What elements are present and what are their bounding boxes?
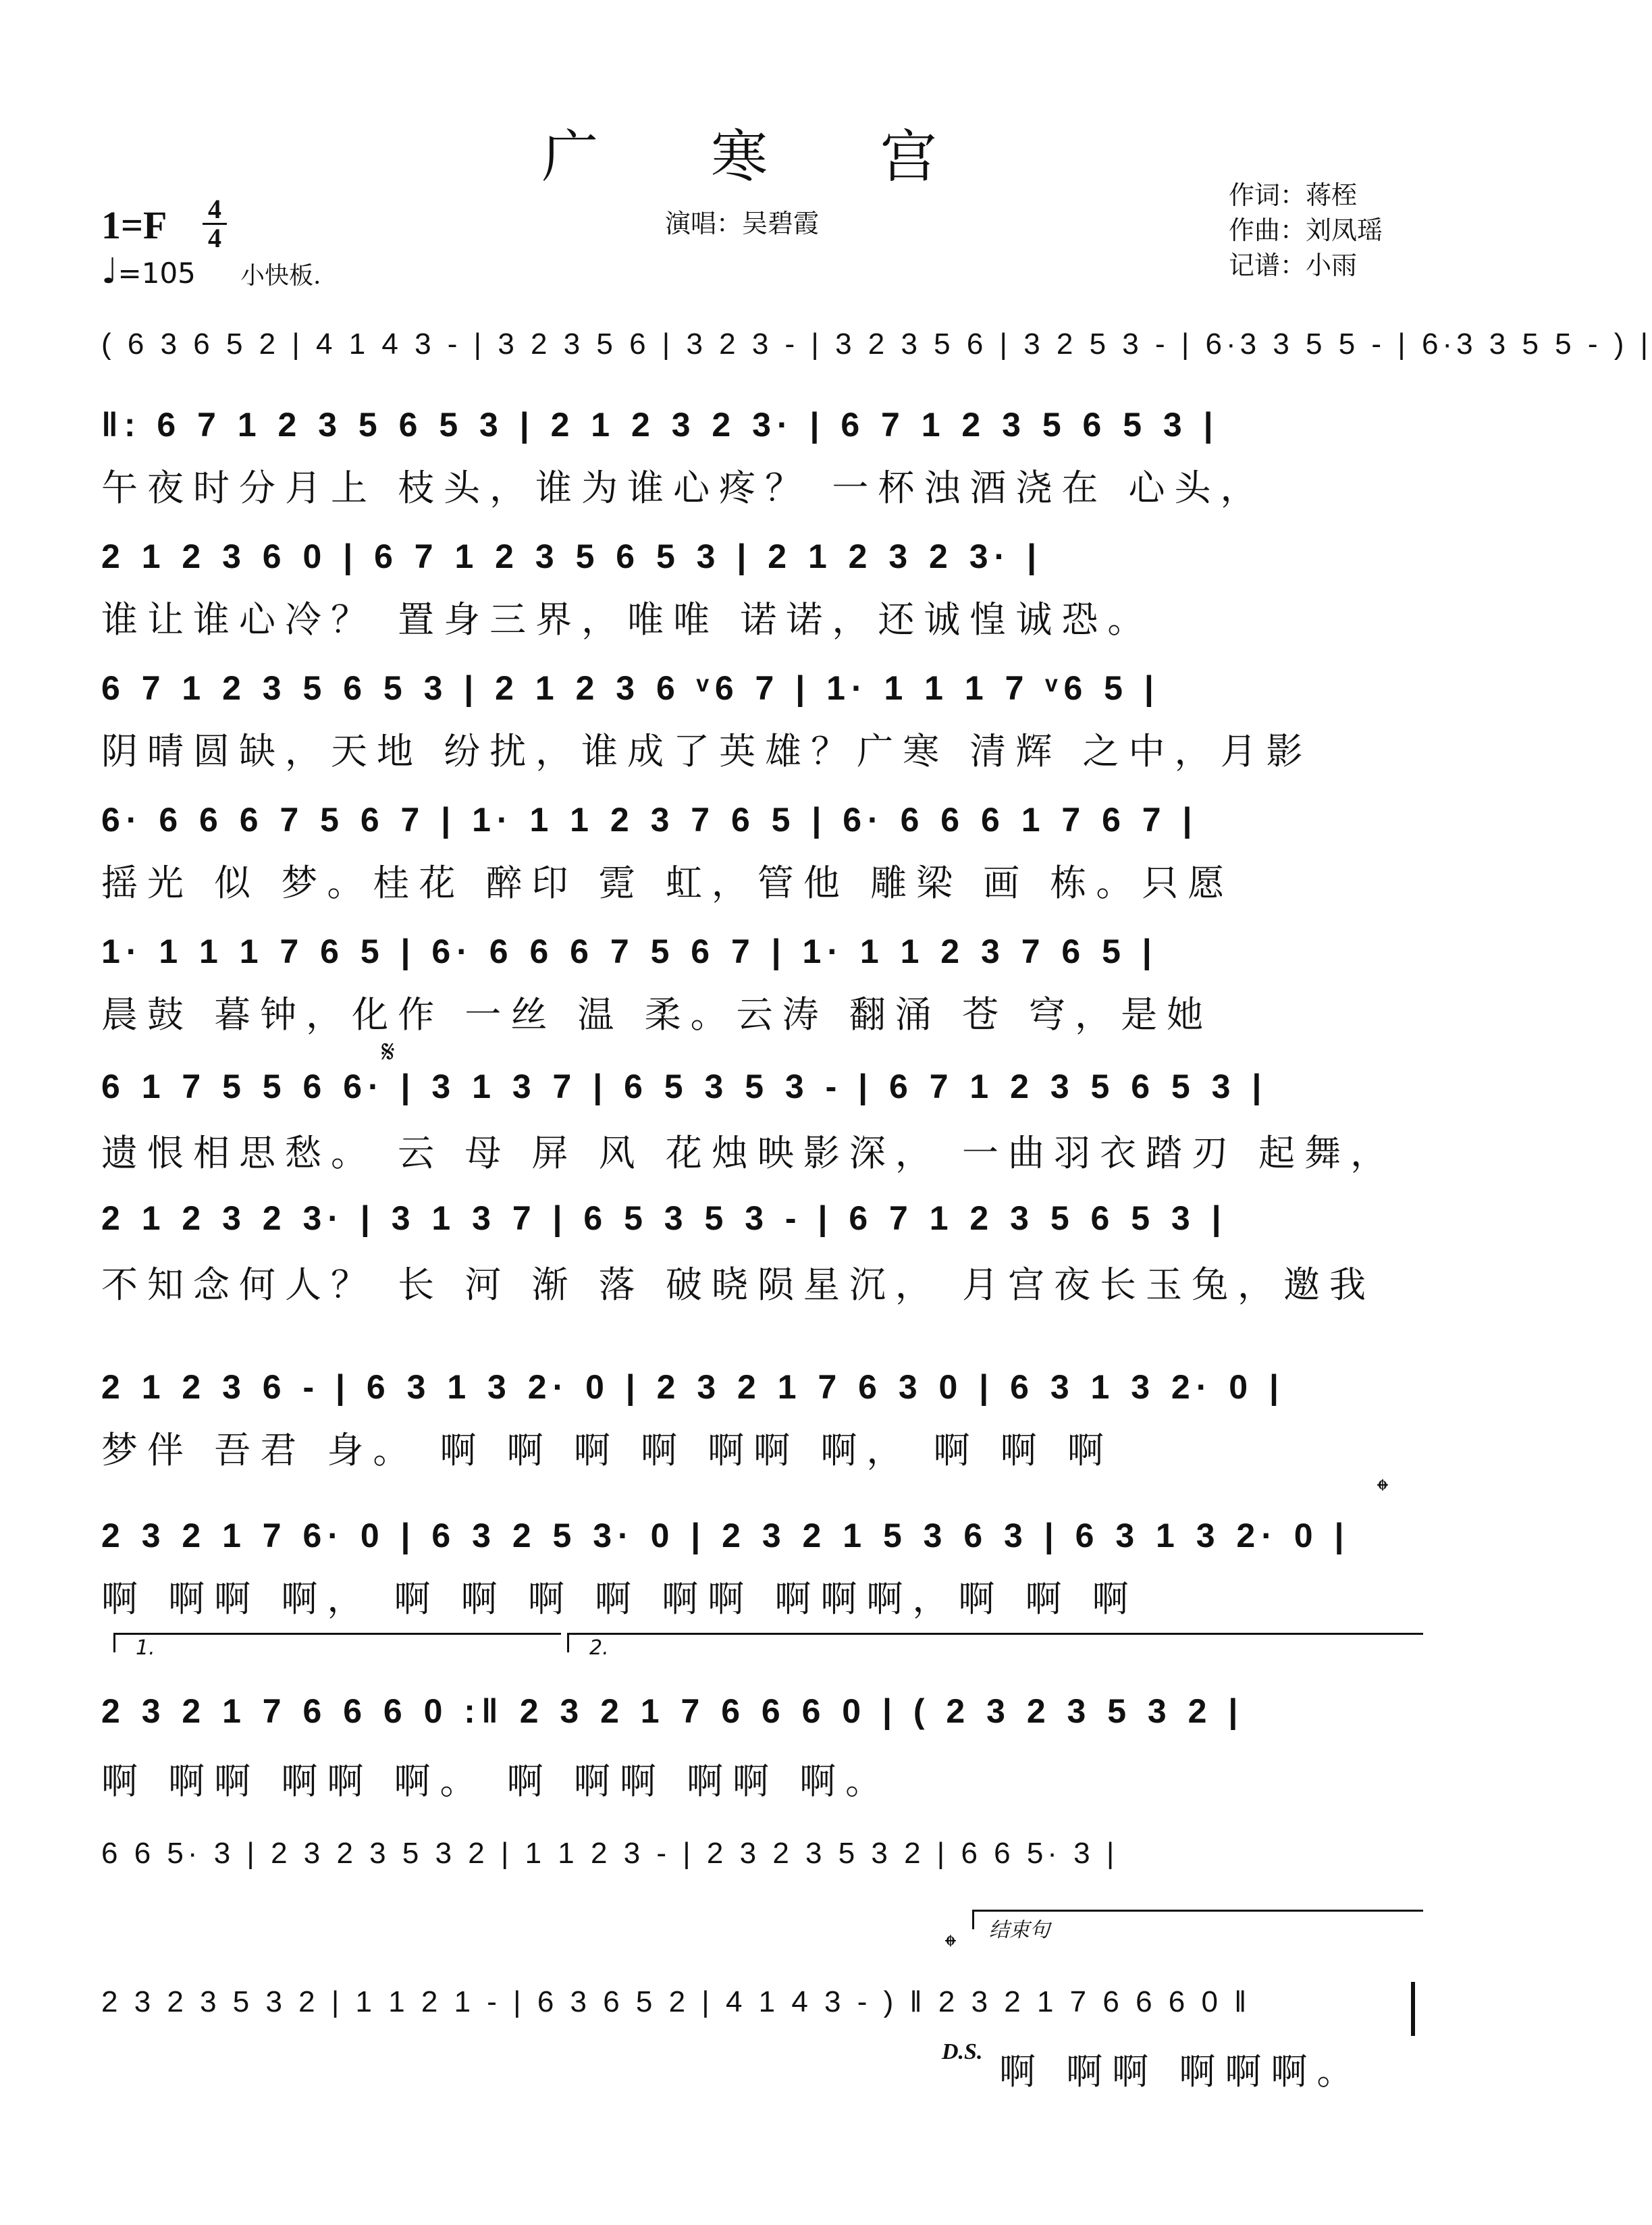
lyrics-line-9: 啊 啊啊 啊， 啊 啊 啊 啊 啊啊 啊啊啊，啊 啊 啊 xyxy=(101,1577,1138,1620)
notes-line-8: 2 1 2 3 6 - | 6 3 1 3 2· 0 | 2 3 2 1 7 6 3 0 | 6 3 1 3 2· 0 | xyxy=(101,1368,1285,1406)
meter-top: 4 xyxy=(208,194,221,224)
notes-line-4: 6· 6 6 6 7 5 6 7 | 1· 1 1 2 3 7 6 5 | 6· 6 6 6 1 7 6 7 | xyxy=(101,801,1198,839)
intro-notes: ( 6 3 6 5 2 | 4 1 4 3 - | 3 2 3 5 6 | 3 2 3 - | 3 2 3 5 6 | 3 2 5 3 - | 6·3 3 5 5 - | 6·3 3 5 5 - ) | xyxy=(101,328,1652,361)
lyrics-line-2: 谁让谁心冷？ 置身三界，唯唯 诺诺，还诚惶诚恐。 xyxy=(101,598,1154,641)
notes-line-7: 2 1 2 3 2 3· | 3 1 3 7 | 6 5 3 5 3 - | 6 7 1 2 3 5 6 5 3 | xyxy=(101,1199,1227,1237)
lyrics-line-1: 午夜时分月上 枝头，谁为谁心疼？ 一杯浊酒浇在 心头， xyxy=(101,467,1267,509)
tempo-word: 小快板. xyxy=(240,262,321,290)
coda-icon: 𝄌 xyxy=(1377,1472,1388,1509)
lyrics-line-8: 梦伴 吾君 身。 啊 啊 啊 啊 啊啊 啊， 啊 啊 啊 xyxy=(101,1429,1113,1471)
meter-bottom: 4 xyxy=(208,223,221,253)
notes-line-12: 2 3 2 3 5 3 2 | 1 1 2 1 - | 6 3 6 5 2 | 4 1 4 3 - ) ‖ 2 3 2 1 7 6 6 6 0 ‖ xyxy=(101,1985,1251,2018)
tempo-value: =105 xyxy=(117,257,196,290)
lyrics-line-12: 啊 啊啊 啊啊啊。 xyxy=(999,2050,1363,2093)
lyrics-line-4: 摇光 似 梦。桂花 醉印 霓 虹，管他 雕梁 画 栋。只愿 xyxy=(101,862,1234,904)
second-ending-bracket xyxy=(567,1633,1423,1660)
lyrics-line-7: 不知念何人？ 长 河 渐 落 破晓陨星沉， 月宫夜长玉兔，邀我 xyxy=(101,1263,1375,1306)
notes-line-2: 2 1 2 3 6 0 | 6 7 1 2 3 5 6 5 3 | 2 1 2 3 2 3· | xyxy=(101,538,1043,575)
notes-line-5: 1· 1 1 1 7 6 5 | 6· 6 6 6 7 5 6 7 | 1· 1 1 2 3 7 6 5 | xyxy=(101,933,1158,970)
key-signature: 1=F xyxy=(101,203,167,247)
final-barline xyxy=(1411,1982,1415,2036)
transcriber-credit: 记谱：小雨 xyxy=(1229,251,1358,280)
notes-line-9: 2 3 2 1 7 6· 0 | 6 3 2 5 3· 0 | 2 3 2 1 5 3 6 3 | 6 3 1 3 2· 0 | xyxy=(101,1517,1350,1554)
ending-phrase-label: 结束句 xyxy=(989,1918,1050,1942)
lyrics-line-10: 啊 啊啊 啊啊 啊。 啊 啊啊 啊啊 啊。 xyxy=(101,1760,892,1802)
tempo-marking xyxy=(101,251,196,292)
ending-phrase-bracket xyxy=(972,1910,1423,1942)
notes-line-11: 6 6 5· 3 | 2 3 2 3 5 3 2 | 1 1 2 3 - | 2 3 2 3 5 3 2 | 6 6 5· 3 | xyxy=(101,1837,1119,1870)
notes-line-1: ‖: 6 7 1 2 3 5 6 5 3 | 2 1 2 3 2 3· | 6 7 1 2 3 5 6 5 3 | xyxy=(101,406,1219,444)
first-ending-label: 1. xyxy=(136,1636,155,1660)
notes-line-3: 6 7 1 2 3 5 6 5 3 | 2 1 2 3 6 ᵛ6 7 | 1· 1 1 1 7 ᵛ6 5 | xyxy=(101,669,1160,707)
notes-line-6: 6 1 7 5 5 6 6· | 3 1 3 7 | 6 5 3 5 3 - | 6 7 1 2 3 5 6 5 3 | xyxy=(101,1068,1268,1105)
second-ending-label: 2. xyxy=(589,1636,609,1660)
lyrics-line-6: 遗恨相思愁。 云 母 屏 风 花烛映影深， 一曲羽衣踏刃 起舞， xyxy=(101,1132,1397,1174)
lyrics-line-3: 阴晴圆缺，天地 纷扰，谁成了英雄？广寒 清辉 之中，月影 xyxy=(101,730,1312,773)
segno-icon: 𝄋 xyxy=(381,1033,395,1070)
lyrics-line-5: 晨鼓 暮钟，化作 一丝 温 柔。云涛 翻涌 苍 穹，是她 xyxy=(101,993,1213,1036)
coda-icon-2: 𝄌 xyxy=(945,1928,956,1964)
quarter-note-icon: ♩ xyxy=(101,251,118,292)
dal-segno-marking: D.S. xyxy=(942,2039,983,2064)
lyricist-credit: 作词：蒋桎 xyxy=(1229,180,1358,210)
song-title: 广 寒 宫 xyxy=(541,124,984,190)
composer-credit: 作曲：刘凤瑶 xyxy=(1229,215,1383,245)
singer-credit: 演唱：吴碧霞 xyxy=(665,209,820,238)
notes-line-10: 2 3 2 1 7 6 6 6 0 :‖ 2 3 2 1 7 6 6 6 0 | ( 2 3 2 3 5 3 2 | xyxy=(101,1692,1244,1730)
first-ending-bracket xyxy=(113,1633,561,1660)
time-signature xyxy=(203,194,227,253)
